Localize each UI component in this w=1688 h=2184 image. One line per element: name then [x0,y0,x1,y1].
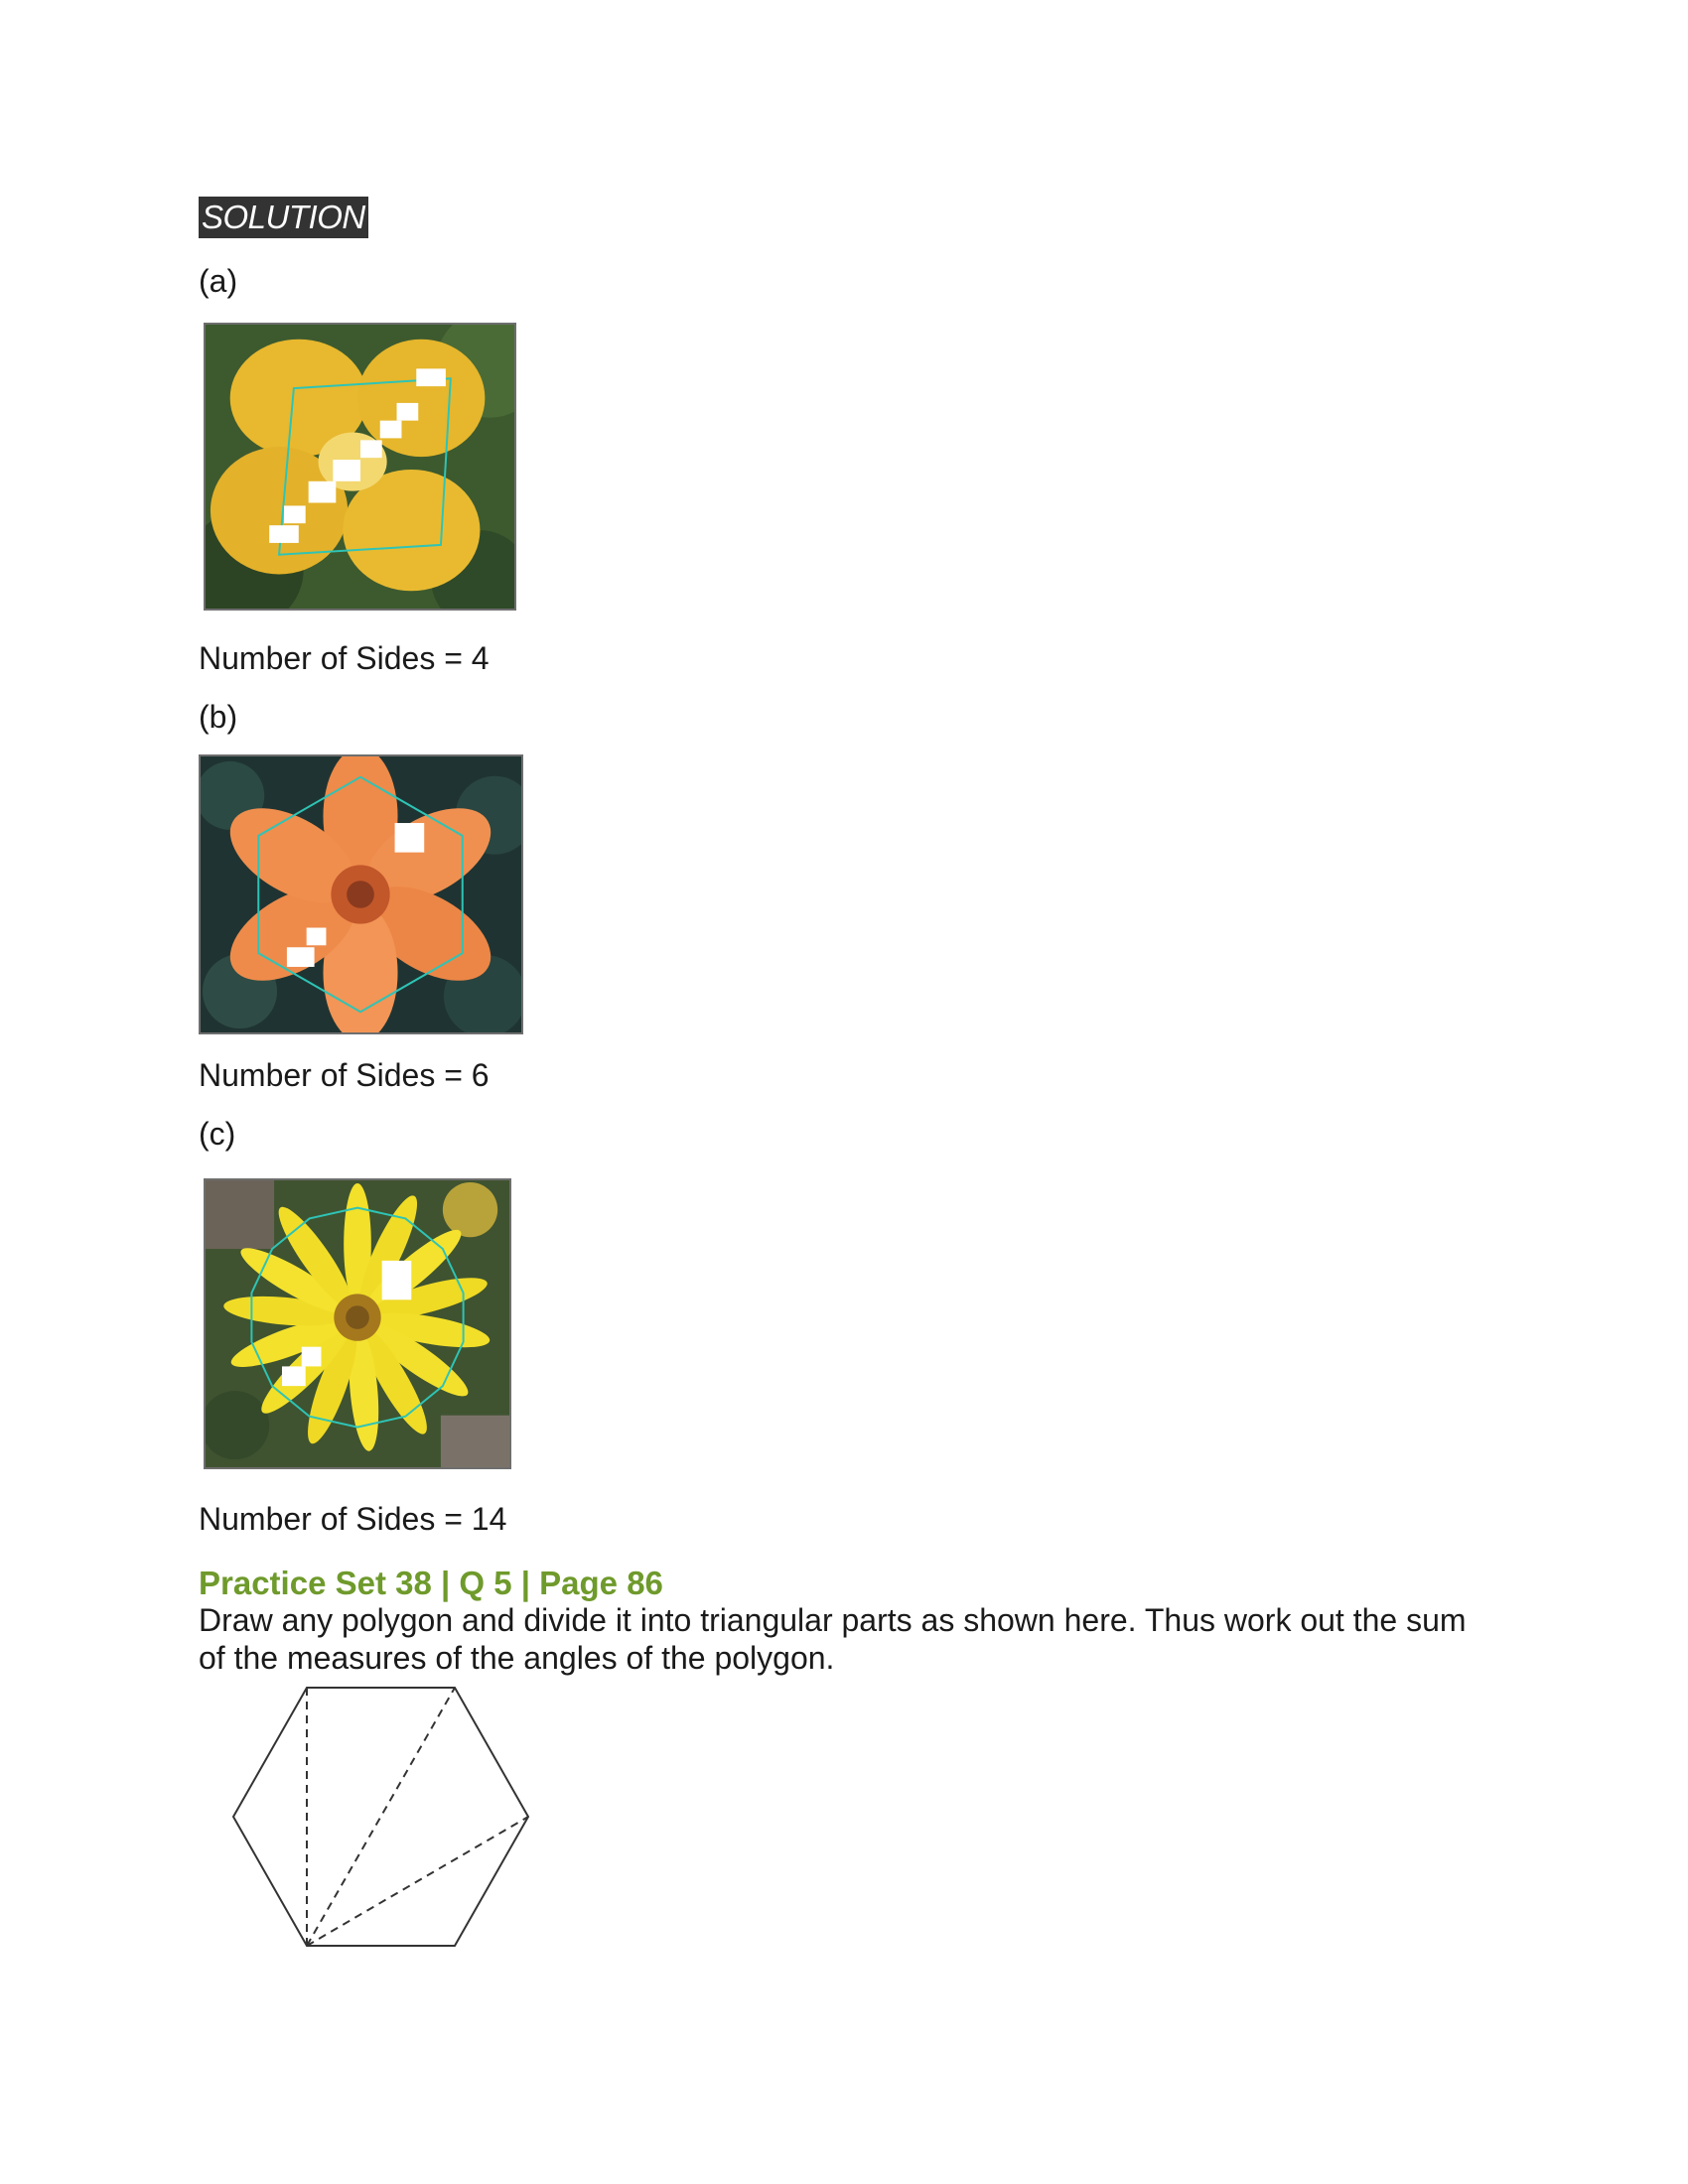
hexagon-diagonals-icon [223,1678,541,1966]
question-text: Draw any polygon and divide it into triangular parts as shown here. Thus work out the sum of the measures of the angles of the polygon. [199,1602,1467,1676]
part-a-result: Number of Sides = 4 [199,640,490,676]
part-b-label: (b) [199,699,238,735]
part-b-result: Number of Sides = 6 [199,1057,490,1093]
part-c-label: (c) [199,1116,236,1152]
solution-label: SOLUTION [199,197,368,238]
yellow-daisy-with-polygon-icon [204,1178,511,1469]
part-c-result: Number of Sides = 14 [199,1501,507,1537]
orange-lily-with-hexagon-icon [199,754,523,1034]
part-a-label: (a) [199,263,238,299]
question-heading: Practice Set 38 | Q 5 | Page 86 [199,1565,663,1601]
yellow-flower-with-quadrilateral-icon [204,323,516,611]
